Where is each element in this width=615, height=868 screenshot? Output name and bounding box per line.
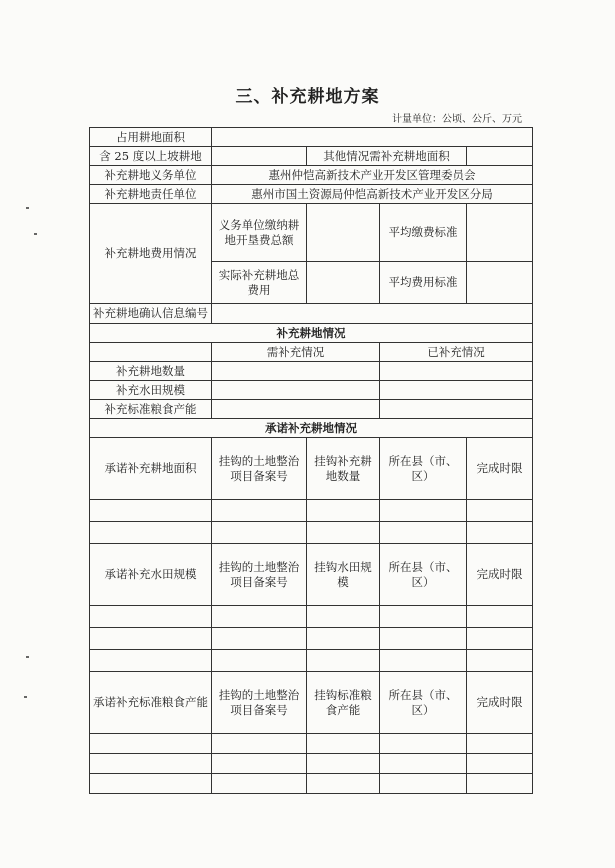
commit-col-quantity: 挂钩补充耕地数量 bbox=[307, 438, 380, 500]
situation-row-label: 补充耕地数量 bbox=[90, 362, 212, 381]
scan-speck bbox=[34, 233, 37, 235]
commit-empty-cell[interactable] bbox=[90, 754, 212, 774]
situation-corner bbox=[90, 343, 212, 362]
commit-empty-cell[interactable] bbox=[212, 650, 307, 672]
value-avg-cost-standard[interactable] bbox=[467, 262, 533, 304]
commit-empty-cell[interactable] bbox=[467, 650, 533, 672]
commit-col-record-no: 挂钩的土地整治项目备案号 bbox=[212, 438, 307, 500]
commit-label: 承诺补充水田规模 bbox=[90, 544, 212, 606]
commit-empty-cell[interactable] bbox=[467, 500, 533, 522]
value-confirm-no[interactable] bbox=[212, 304, 533, 324]
commit-empty-cell[interactable] bbox=[380, 522, 467, 544]
commit-label: 承诺补充耕地面积 bbox=[90, 438, 212, 500]
commit-empty-cell[interactable] bbox=[307, 774, 380, 794]
value-responsible: 惠州市国土资源局仲恺高新技术产业开发区分局 bbox=[212, 185, 533, 204]
commit-empty-cell[interactable] bbox=[380, 500, 467, 522]
commit-empty-cell[interactable] bbox=[90, 606, 212, 628]
situation-need-value[interactable] bbox=[212, 400, 380, 419]
commit-empty-cell[interactable] bbox=[380, 774, 467, 794]
situation-need-value[interactable] bbox=[212, 381, 380, 400]
commit-empty-cell[interactable] bbox=[307, 500, 380, 522]
commit-empty-cell[interactable] bbox=[467, 734, 533, 754]
commit-empty-cell[interactable] bbox=[307, 734, 380, 754]
commit-empty-cell[interactable] bbox=[212, 774, 307, 794]
situation-done-value[interactable] bbox=[380, 400, 533, 419]
commit-empty-cell[interactable] bbox=[307, 628, 380, 650]
value-slope-area[interactable] bbox=[212, 147, 307, 166]
commit-empty-cell[interactable] bbox=[380, 734, 467, 754]
commit-empty-cell[interactable] bbox=[307, 650, 380, 672]
label-avg-cost-standard: 平均费用标准 bbox=[380, 262, 467, 304]
commit-col-deadline: 完成时限 bbox=[467, 544, 533, 606]
commit-empty-cell[interactable] bbox=[467, 522, 533, 544]
commit-empty-cell[interactable] bbox=[467, 606, 533, 628]
commit-empty-cell[interactable] bbox=[90, 734, 212, 754]
label-obligor: 补充耕地义务单位 bbox=[90, 166, 212, 185]
commit-empty-cell[interactable] bbox=[212, 522, 307, 544]
page-title: 三、补充耕地方案 bbox=[235, 87, 380, 107]
situation-row-label: 补充水田规模 bbox=[90, 381, 212, 400]
commit-empty-cell[interactable] bbox=[90, 500, 212, 522]
commit-empty-cell[interactable] bbox=[90, 774, 212, 794]
column-header-need: 需补充情况 bbox=[212, 343, 380, 362]
commit-empty-cell[interactable] bbox=[380, 650, 467, 672]
cultivated-land-supplement-table bbox=[89, 127, 533, 794]
commit-empty-cell[interactable] bbox=[307, 754, 380, 774]
commit-col-quantity: 挂钩标准粮食产能 bbox=[307, 672, 380, 734]
label-avg-fee-standard: 平均缴费标准 bbox=[380, 204, 467, 262]
commit-empty-cell[interactable] bbox=[380, 606, 467, 628]
value-cost-paid-total[interactable] bbox=[307, 204, 380, 262]
label-slope-area: 含 25 度以上坡耕地 bbox=[90, 147, 212, 166]
commit-empty-cell[interactable] bbox=[307, 522, 380, 544]
value-avg-fee-standard[interactable] bbox=[467, 204, 533, 262]
commit-empty-cell[interactable] bbox=[467, 774, 533, 794]
commit-empty-cell[interactable] bbox=[90, 522, 212, 544]
commit-empty-cell[interactable] bbox=[212, 606, 307, 628]
commit-col-record-no: 挂钩的土地整治项目备案号 bbox=[212, 672, 307, 734]
situation-need-value[interactable] bbox=[212, 362, 380, 381]
commit-col-county: 所在县（市、区） bbox=[380, 438, 467, 500]
commit-empty-cell[interactable] bbox=[90, 650, 212, 672]
label-occupied-area: 占用耕地面积 bbox=[90, 128, 212, 147]
scan-speck bbox=[26, 656, 29, 658]
situation-done-value[interactable] bbox=[380, 381, 533, 400]
commit-empty-cell[interactable] bbox=[307, 606, 380, 628]
commit-empty-cell[interactable] bbox=[212, 628, 307, 650]
label-responsible: 补充耕地责任单位 bbox=[90, 185, 212, 204]
section-header-situation: 补充耕地情况 bbox=[90, 324, 533, 343]
commit-empty-cell[interactable] bbox=[212, 734, 307, 754]
commit-empty-cell[interactable] bbox=[467, 754, 533, 774]
commit-label: 承诺补充标准粮食产能 bbox=[90, 672, 212, 734]
value-actual-cost-total[interactable] bbox=[307, 262, 380, 304]
scan-speck bbox=[24, 696, 27, 698]
value-other-area[interactable] bbox=[467, 147, 533, 166]
section-header-commitment: 承诺补充耕地情况 bbox=[90, 419, 533, 438]
label-confirm-no: 补充耕地确认信息编号 bbox=[90, 304, 212, 324]
commit-col-deadline: 完成时限 bbox=[467, 438, 533, 500]
label-actual-cost-total: 实际补充耕地总费用 bbox=[212, 262, 307, 304]
commit-empty-cell[interactable] bbox=[90, 628, 212, 650]
commit-empty-cell[interactable] bbox=[212, 754, 307, 774]
commit-col-record-no: 挂钩的土地整治项目备案号 bbox=[212, 544, 307, 606]
commit-empty-cell[interactable] bbox=[212, 500, 307, 522]
value-occupied-area[interactable] bbox=[212, 128, 533, 147]
situation-done-value[interactable] bbox=[380, 362, 533, 381]
label-cost: 补充耕地费用情况 bbox=[90, 204, 212, 304]
scan-speck bbox=[26, 207, 29, 209]
commit-col-quantity: 挂钩水田规模 bbox=[307, 544, 380, 606]
column-header-done: 已补充情况 bbox=[380, 343, 533, 362]
situation-row-label: 补充标准粮食产能 bbox=[90, 400, 212, 419]
commit-empty-cell[interactable] bbox=[380, 754, 467, 774]
commit-col-deadline: 完成时限 bbox=[467, 672, 533, 734]
label-other-area: 其他情况需补充耕地面积 bbox=[307, 147, 467, 166]
commit-empty-cell[interactable] bbox=[467, 628, 533, 650]
commit-empty-cell[interactable] bbox=[380, 628, 467, 650]
measurement-units: 计量单位：公顷、公斤、万元 bbox=[392, 114, 522, 125]
commit-col-county: 所在县（市、区） bbox=[380, 672, 467, 734]
value-obligor: 惠州仲恺高新技术产业开发区管理委员会 bbox=[212, 166, 533, 185]
commit-col-county: 所在县（市、区） bbox=[380, 544, 467, 606]
label-cost-paid-total: 义务单位缴纳耕地开垦费总额 bbox=[212, 204, 307, 262]
